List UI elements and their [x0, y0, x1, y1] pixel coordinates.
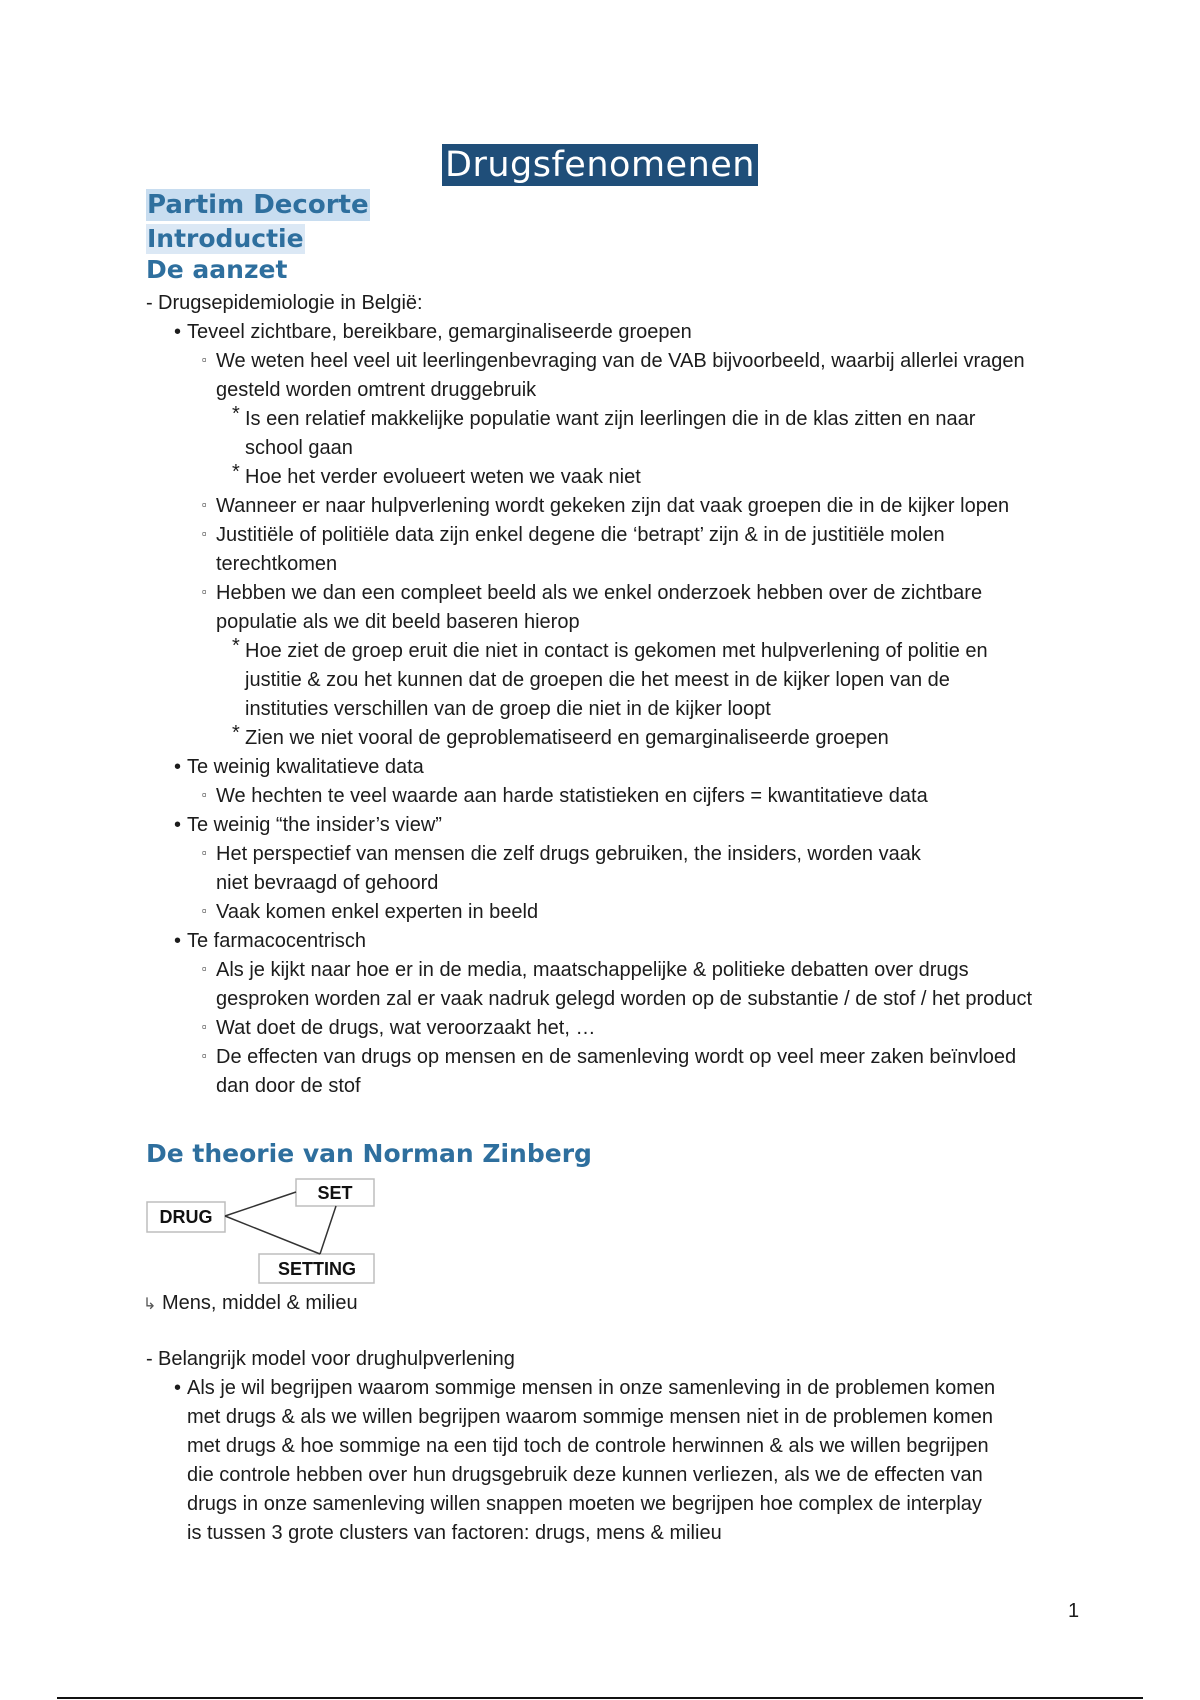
list-item-continuation — [146, 985, 1136, 1014]
bullet-icon: ▫ — [202, 584, 207, 599]
list-item-continuation — [146, 1403, 1136, 1432]
list-item — [146, 1374, 1136, 1403]
list-item-text: terechtkomen — [216, 553, 338, 575]
title-wrap — [0, 144, 1200, 186]
section-aanzet-list — [146, 289, 1136, 1101]
list-item-continuation — [146, 434, 1136, 463]
list-item — [146, 405, 1136, 434]
list-item — [146, 492, 1136, 521]
bullet-icon: ▫ — [202, 526, 207, 541]
list-item — [146, 579, 1136, 608]
bullet-icon: ▫ — [202, 1048, 207, 1063]
list-item-continuation — [146, 1072, 1136, 1101]
list-item-continuation — [146, 376, 1136, 405]
list-item-text: Als je wil begrijpen waarom sommige mensen in onze samenleving in de problemen komen — [187, 1377, 996, 1399]
bullet-icon: • — [174, 814, 182, 836]
list-item-text: Wanneer er naar hulpverlening wordt gekeken zijn dat vaak groepen die in de kijker lopen — [216, 495, 1010, 517]
list-item-text: Hebben we dan een compleet beeld als we enkel onderzoek hebben over de zichtbare — [216, 582, 983, 604]
caption-arrow: ↳ — [143, 1296, 157, 1313]
bullet-icon: ▫ — [202, 352, 207, 367]
list-item-text: Als je kijkt naar hoe er in de media, maatschappelijke & politieke debatten over drugs — [216, 959, 969, 981]
bullet-icon: ▫ — [202, 787, 207, 802]
list-item-text: Vaak komen enkel experten in beeld — [216, 901, 539, 923]
list-item-continuation — [146, 608, 1136, 637]
list-item-continuation — [146, 550, 1136, 579]
list-item — [146, 289, 1136, 318]
setting-label: SETTING — [277, 1259, 357, 1279]
list-item-text: Hoe ziet de groep eruit die niet in contact is gekomen met hulpverlening of politie en — [245, 640, 988, 662]
bullet-icon: * — [232, 635, 240, 657]
drug-set-setting-diagram — [146, 1178, 386, 1298]
list-item-text: Het perspectief van mensen die zelf drugs gebruiken, the insiders, worden vaak — [216, 843, 921, 865]
list-item-text: die controle hebben over hun drugsgebruik deze kunnen verliezen, als we de effecten van — [187, 1464, 983, 1486]
bullet-icon: • — [174, 1377, 182, 1399]
connector-drug-setting — [225, 1216, 320, 1254]
list-item — [146, 782, 1136, 811]
list-item-text: met drugs & als we willen begrijpen waarom sommige mensen niet in de problemen komen — [187, 1406, 993, 1428]
list-item-continuation — [146, 695, 1136, 724]
list-item-continuation — [146, 666, 1136, 695]
bullet-icon: - — [146, 292, 153, 314]
heading-zinberg: De theorie van Norman Zinberg — [146, 1139, 592, 1168]
list-item-continuation — [146, 1490, 1136, 1519]
list-item-continuation — [146, 869, 1136, 898]
bullet-icon: * — [232, 461, 240, 483]
heading-partim: Partim Decorte — [147, 190, 369, 220]
connector-drug-set — [225, 1192, 296, 1216]
list-item-text: Wat doet de drugs, wat veroorzaakt het, … — [216, 1017, 596, 1039]
list-item — [146, 1043, 1136, 1072]
list-item-text: niet bevraagd of gehoord — [216, 872, 439, 894]
bullet-icon: • — [174, 930, 182, 952]
list-item — [146, 927, 1136, 956]
list-item — [146, 463, 1136, 492]
list-item-text: gesteld worden omtrent druggebruik — [216, 379, 537, 401]
bullet-icon: • — [174, 756, 182, 778]
list-item — [146, 811, 1136, 840]
list-item-text: We hechten te veel waarde aan harde statistieken en cijfers = kwantitatieve data — [216, 785, 928, 807]
list-item — [146, 521, 1136, 550]
list-item-text: drugs in onze samenleving willen snappen moeten we begrijpen hoe complex de interplay — [187, 1493, 982, 1515]
list-item-text: Te farmacocentrisch — [187, 930, 366, 952]
bullet-icon: ▫ — [202, 903, 207, 918]
bullet-icon: ▫ — [202, 961, 207, 976]
list-item — [146, 637, 1136, 666]
list-item-text: Te weinig kwalitatieve data — [187, 756, 424, 778]
footer-rule — [57, 1697, 1143, 1699]
list-item-continuation — [146, 1519, 1136, 1548]
caption-text: Mens, middel & milieu — [161, 1292, 358, 1314]
list-item-text: Is een relatief makkelijke populatie want zijn leerlingen die in de klas zitten en naar — [245, 408, 976, 430]
list-item — [146, 898, 1136, 927]
heading-aanzet: De aanzet — [146, 255, 288, 284]
set-label: SET — [317, 1183, 353, 1203]
list-item-text: Belangrijk model voor drughulpverlening — [158, 1348, 515, 1370]
list-item — [146, 347, 1136, 376]
list-item — [146, 1345, 1136, 1374]
list-item-text: justitie & zou het kunnen dat de groepen die het meest in de kijker lopen van de — [245, 669, 950, 691]
document-title: Drugsfenomenen — [442, 144, 758, 186]
list-item-text: Zien we niet vooral de geproblematiseerd en gemarginaliseerde groepen — [245, 727, 889, 749]
drug-label: DRUG — [159, 1207, 213, 1227]
list-item — [146, 753, 1136, 782]
bullet-icon: - — [146, 1348, 153, 1370]
list-item-text: De effecten van drugs op mensen en de samenleving wordt op veel meer zaken beïnvloed — [216, 1046, 1017, 1068]
list-item-text: met drugs & hoe sommige na een tijd toch de controle herwinnen & als we willen begrijpen — [187, 1435, 989, 1457]
list-item-text: Teveel zichtbare, bereikbare, gemarginaliseerde groepen — [187, 321, 692, 343]
list-item — [146, 724, 1136, 753]
bullet-icon: ▫ — [202, 497, 207, 512]
bullet-icon: ▫ — [202, 845, 207, 860]
list-item — [146, 840, 1136, 869]
list-item-text: Hoe het verder evolueert weten we vaak niet — [245, 466, 641, 488]
list-item-text: gesproken worden zal er vaak nadruk gelegd worden op de substantie / de stof / het product — [216, 988, 1033, 1010]
list-item-text: Justitiële of politiële data zijn enkel degene die ‘betrapt’ zijn & in de justitiële molen — [216, 524, 945, 546]
bullet-icon: * — [232, 722, 240, 744]
section-zinberg-list — [146, 1345, 1136, 1548]
list-item-text: populatie als we dit beeld baseren hierop — [216, 611, 580, 633]
list-item-text: instituties verschillen van de groep die niet in de kijker loopt — [245, 698, 771, 720]
list-item — [146, 318, 1136, 347]
bullet-icon: • — [174, 321, 182, 343]
bullet-icon: * — [232, 403, 240, 425]
list-item-text: school gaan — [245, 437, 353, 459]
list-item-text: Te weinig “the insider’s view” — [187, 814, 442, 836]
heading-introductie: Introductie — [147, 224, 304, 253]
list-item-continuation — [146, 1432, 1136, 1461]
list-item-text: We weten heel veel uit leerlingenbevraging van de VAB bijvoorbeeld, waarbij allerlei vragen — [216, 350, 1025, 372]
list-item-text: is tussen 3 grote clusters van factoren: drugs, mens & milieu — [187, 1522, 722, 1544]
bullet-icon: ▫ — [202, 1019, 207, 1034]
list-item-continuation — [146, 1461, 1136, 1490]
connector-set-setting — [320, 1206, 336, 1254]
page-number: 1 — [1068, 1600, 1080, 1622]
list-item — [146, 956, 1136, 985]
list-item-text: Drugsepidemiologie in België: — [158, 292, 423, 314]
diagram-caption — [143, 1289, 1133, 1319]
list-item — [146, 1014, 1136, 1043]
list-item-text: dan door de stof — [216, 1075, 361, 1097]
